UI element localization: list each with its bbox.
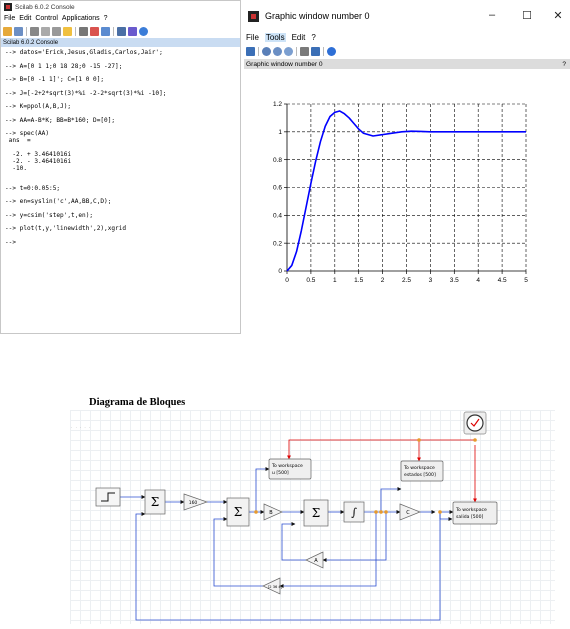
- graphic-menu-file[interactable]: File: [246, 32, 259, 42]
- maximize-button[interactable]: ☐: [522, 10, 532, 22]
- sum-symbol-3: Σ: [311, 506, 321, 520]
- console-menu-bar: [1, 13, 240, 24]
- editor-icon[interactable]: [311, 47, 320, 56]
- sum-block-1[interactable]: [145, 490, 165, 514]
- console-panel-header: Scilab 6.0.2 Console: [1, 38, 240, 47]
- toolbar-divider: [75, 27, 76, 36]
- sum-block-2[interactable]: [227, 498, 249, 526]
- console-title: Scilab 6.0.2 Console: [15, 3, 75, 11]
- y-tick-label: 1: [278, 129, 282, 137]
- graphic-panel-header: [244, 59, 570, 69]
- help-icon[interactable]: [139, 27, 148, 36]
- to-workspace-salida-block[interactable]: [453, 502, 497, 524]
- minimize-button[interactable]: –: [488, 9, 496, 21]
- module-icon[interactable]: [128, 27, 137, 36]
- sum-block-3[interactable]: [304, 500, 328, 526]
- x-tick-label: 3: [428, 277, 433, 284]
- x-tick-label: 0.5: [306, 277, 316, 284]
- sum-symbol-2: Σ: [233, 505, 243, 519]
- sum-symbol-1: Σ: [150, 495, 160, 509]
- console-menu-applications[interactable]: Applications: [61, 15, 100, 22]
- graphic-window: [244, 0, 570, 334]
- console-line: --> A=[0 1 1;0 18 28;0 -15 -27];: [5, 62, 123, 70]
- y-tick-label: 1.2: [272, 101, 282, 109]
- gain-160-label: 160: [188, 501, 198, 506]
- to-workspace-u-line2: u [500]: [272, 471, 289, 476]
- graphic-menu-tools[interactable]: Tools: [265, 32, 285, 42]
- close-button[interactable]: ✕: [553, 10, 563, 22]
- graphic-title: Graphic window number 0: [265, 11, 370, 21]
- console-menu-file[interactable]: File: [4, 15, 16, 22]
- rotate-icon[interactable]: [246, 47, 255, 56]
- console-line: --> K=ppol(A,B,J);: [5, 103, 72, 110]
- y-tick-label: 0.8: [272, 156, 282, 164]
- x-tick-label: 4: [476, 277, 481, 284]
- console-line: --> y=csim('step',t,en);: [5, 211, 94, 219]
- scilab-icon: [248, 11, 259, 22]
- to-workspace-estados-block[interactable]: [401, 461, 443, 481]
- y-tick-label: 0.6: [272, 184, 282, 192]
- cut-icon[interactable]: [30, 27, 39, 36]
- clock-icon: [467, 415, 483, 431]
- to-workspace-salida-line1: To workspace: [456, 508, 487, 513]
- gain-b-label: B: [269, 510, 273, 516]
- toolbar-divider: [258, 47, 259, 56]
- integrator-symbol: ∫: [351, 506, 357, 519]
- y-tick-label: 0: [278, 268, 282, 276]
- graphic-panel-help[interactable]: ?: [562, 60, 566, 68]
- toolbar-divider: [296, 47, 297, 56]
- x-tick-label: 2.5: [401, 277, 412, 284]
- graphic-panel-title: Graphic window number 0: [246, 60, 323, 68]
- console-menu-control[interactable]: Control: [35, 15, 58, 22]
- graphic-menu-help[interactable]: ?: [311, 32, 316, 42]
- new-file-icon[interactable]: [3, 27, 12, 36]
- gain-a-block[interactable]: [306, 552, 323, 568]
- zoom-out-icon[interactable]: [273, 47, 282, 56]
- to-workspace-estados-line1: To workspace: [404, 466, 435, 471]
- zoom-reset-icon[interactable]: [284, 47, 293, 56]
- console-line: --> t=0:0.05:5;: [5, 184, 61, 192]
- step-response-chart: [244, 69, 570, 334]
- gain-k-label: [2 36 4]: [267, 585, 283, 589]
- datatip-icon[interactable]: [300, 47, 309, 56]
- toolbar-divider: [113, 27, 114, 36]
- console-line: -10.: [5, 164, 28, 172]
- toolbar-divider: [26, 27, 27, 36]
- block-diagram-figure: [70, 397, 570, 624]
- change-directory-icon[interactable]: [63, 27, 72, 36]
- signal-links: [120, 469, 453, 620]
- y-tick-label: 0.4: [272, 212, 282, 220]
- console-output[interactable]: [1, 47, 240, 248]
- console-line: --> en=syslin('c',AA,BB,C,D);: [5, 198, 112, 205]
- copy-icon[interactable]: [41, 27, 50, 36]
- console-menu-help[interactable]: ?: [103, 15, 108, 22]
- console-line: -2. + 3.4641016i: [5, 150, 72, 158]
- to-workspace-u-line1: To workspace: [272, 464, 303, 469]
- gain-c-label: C: [406, 510, 410, 516]
- graphic-menu-edit[interactable]: Edit: [291, 32, 306, 42]
- gain-b-block[interactable]: [264, 504, 282, 520]
- print-icon[interactable]: [79, 27, 88, 36]
- console-toolbar: [1, 24, 240, 38]
- console-line: -2. - 3.4641016i: [5, 157, 72, 165]
- open-file-icon[interactable]: [14, 27, 23, 36]
- gain-160-block[interactable]: [184, 494, 207, 510]
- console-menu-edit[interactable]: Edit: [19, 15, 32, 22]
- x-tick-label: 1.5: [354, 277, 364, 284]
- clock-block[interactable]: [464, 412, 486, 434]
- scilab-icon: [4, 3, 12, 11]
- gain-k-block[interactable]: [263, 578, 283, 594]
- to-workspace-salida-line2: salida [500]: [456, 515, 484, 520]
- console-line: --> plot(t,y,'linewidth',2),xgrid: [5, 225, 127, 232]
- to-workspace-u-block[interactable]: [269, 459, 311, 479]
- preferences-icon[interactable]: [117, 27, 126, 36]
- x-tick-label: 2: [380, 277, 385, 284]
- x-tick-label: 5: [524, 277, 528, 284]
- x-tick-label: 1: [332, 277, 337, 284]
- y-tick-label: 0.2: [272, 240, 282, 248]
- gain-c-block[interactable]: [400, 504, 420, 520]
- help-icon[interactable]: [327, 47, 336, 56]
- console-line: --> AA=A-B*K; BB=B*160; D=[0];: [5, 116, 116, 124]
- console-line: --> B=[0 -1 1]'; C=[1 0 0];: [5, 76, 105, 83]
- clock-links: [289, 440, 475, 502]
- console-line: --> spec(AA): [5, 130, 50, 137]
- graphic-menu-bar: [244, 32, 570, 42]
- x-tick-label: 3.5: [449, 277, 459, 284]
- integrator-block[interactable]: [344, 502, 364, 522]
- console-line: --> datos='Erick,Jesus,Gladis,Carlos,Jair';: [5, 49, 163, 56]
- console-title-bar: [1, 1, 240, 13]
- gain-a-label: A: [314, 558, 318, 564]
- console-line: -->: [5, 238, 17, 246]
- paste-icon[interactable]: [52, 27, 61, 36]
- zoom-in-icon[interactable]: [262, 47, 271, 56]
- variable-browser-icon[interactable]: [101, 27, 110, 36]
- scilab-console-window: [0, 0, 241, 334]
- toolbar-divider: [323, 47, 324, 56]
- graphic-toolbar: [244, 44, 570, 59]
- step-source-block[interactable]: [96, 488, 120, 506]
- x-tick-label: 4.5: [497, 277, 507, 284]
- x-tick-label: 0: [285, 277, 289, 284]
- diagram-title: Diagrama de Bloques: [89, 397, 186, 408]
- xcos-diagram: [70, 410, 555, 624]
- diagram-canvas: [70, 410, 555, 624]
- plot-area[interactable]: [244, 69, 570, 334]
- console-line: ans =: [5, 137, 31, 144]
- to-workspace-estados-line2: estados [500]: [404, 473, 436, 478]
- console-line: --> J=[-2+2*sqrt(3)*%i -2-2*sqrt(3)*%i -10];: [5, 89, 167, 97]
- clear-console-icon[interactable]: [90, 27, 99, 36]
- canvas-label-mark: · · · · ·: [71, 425, 92, 430]
